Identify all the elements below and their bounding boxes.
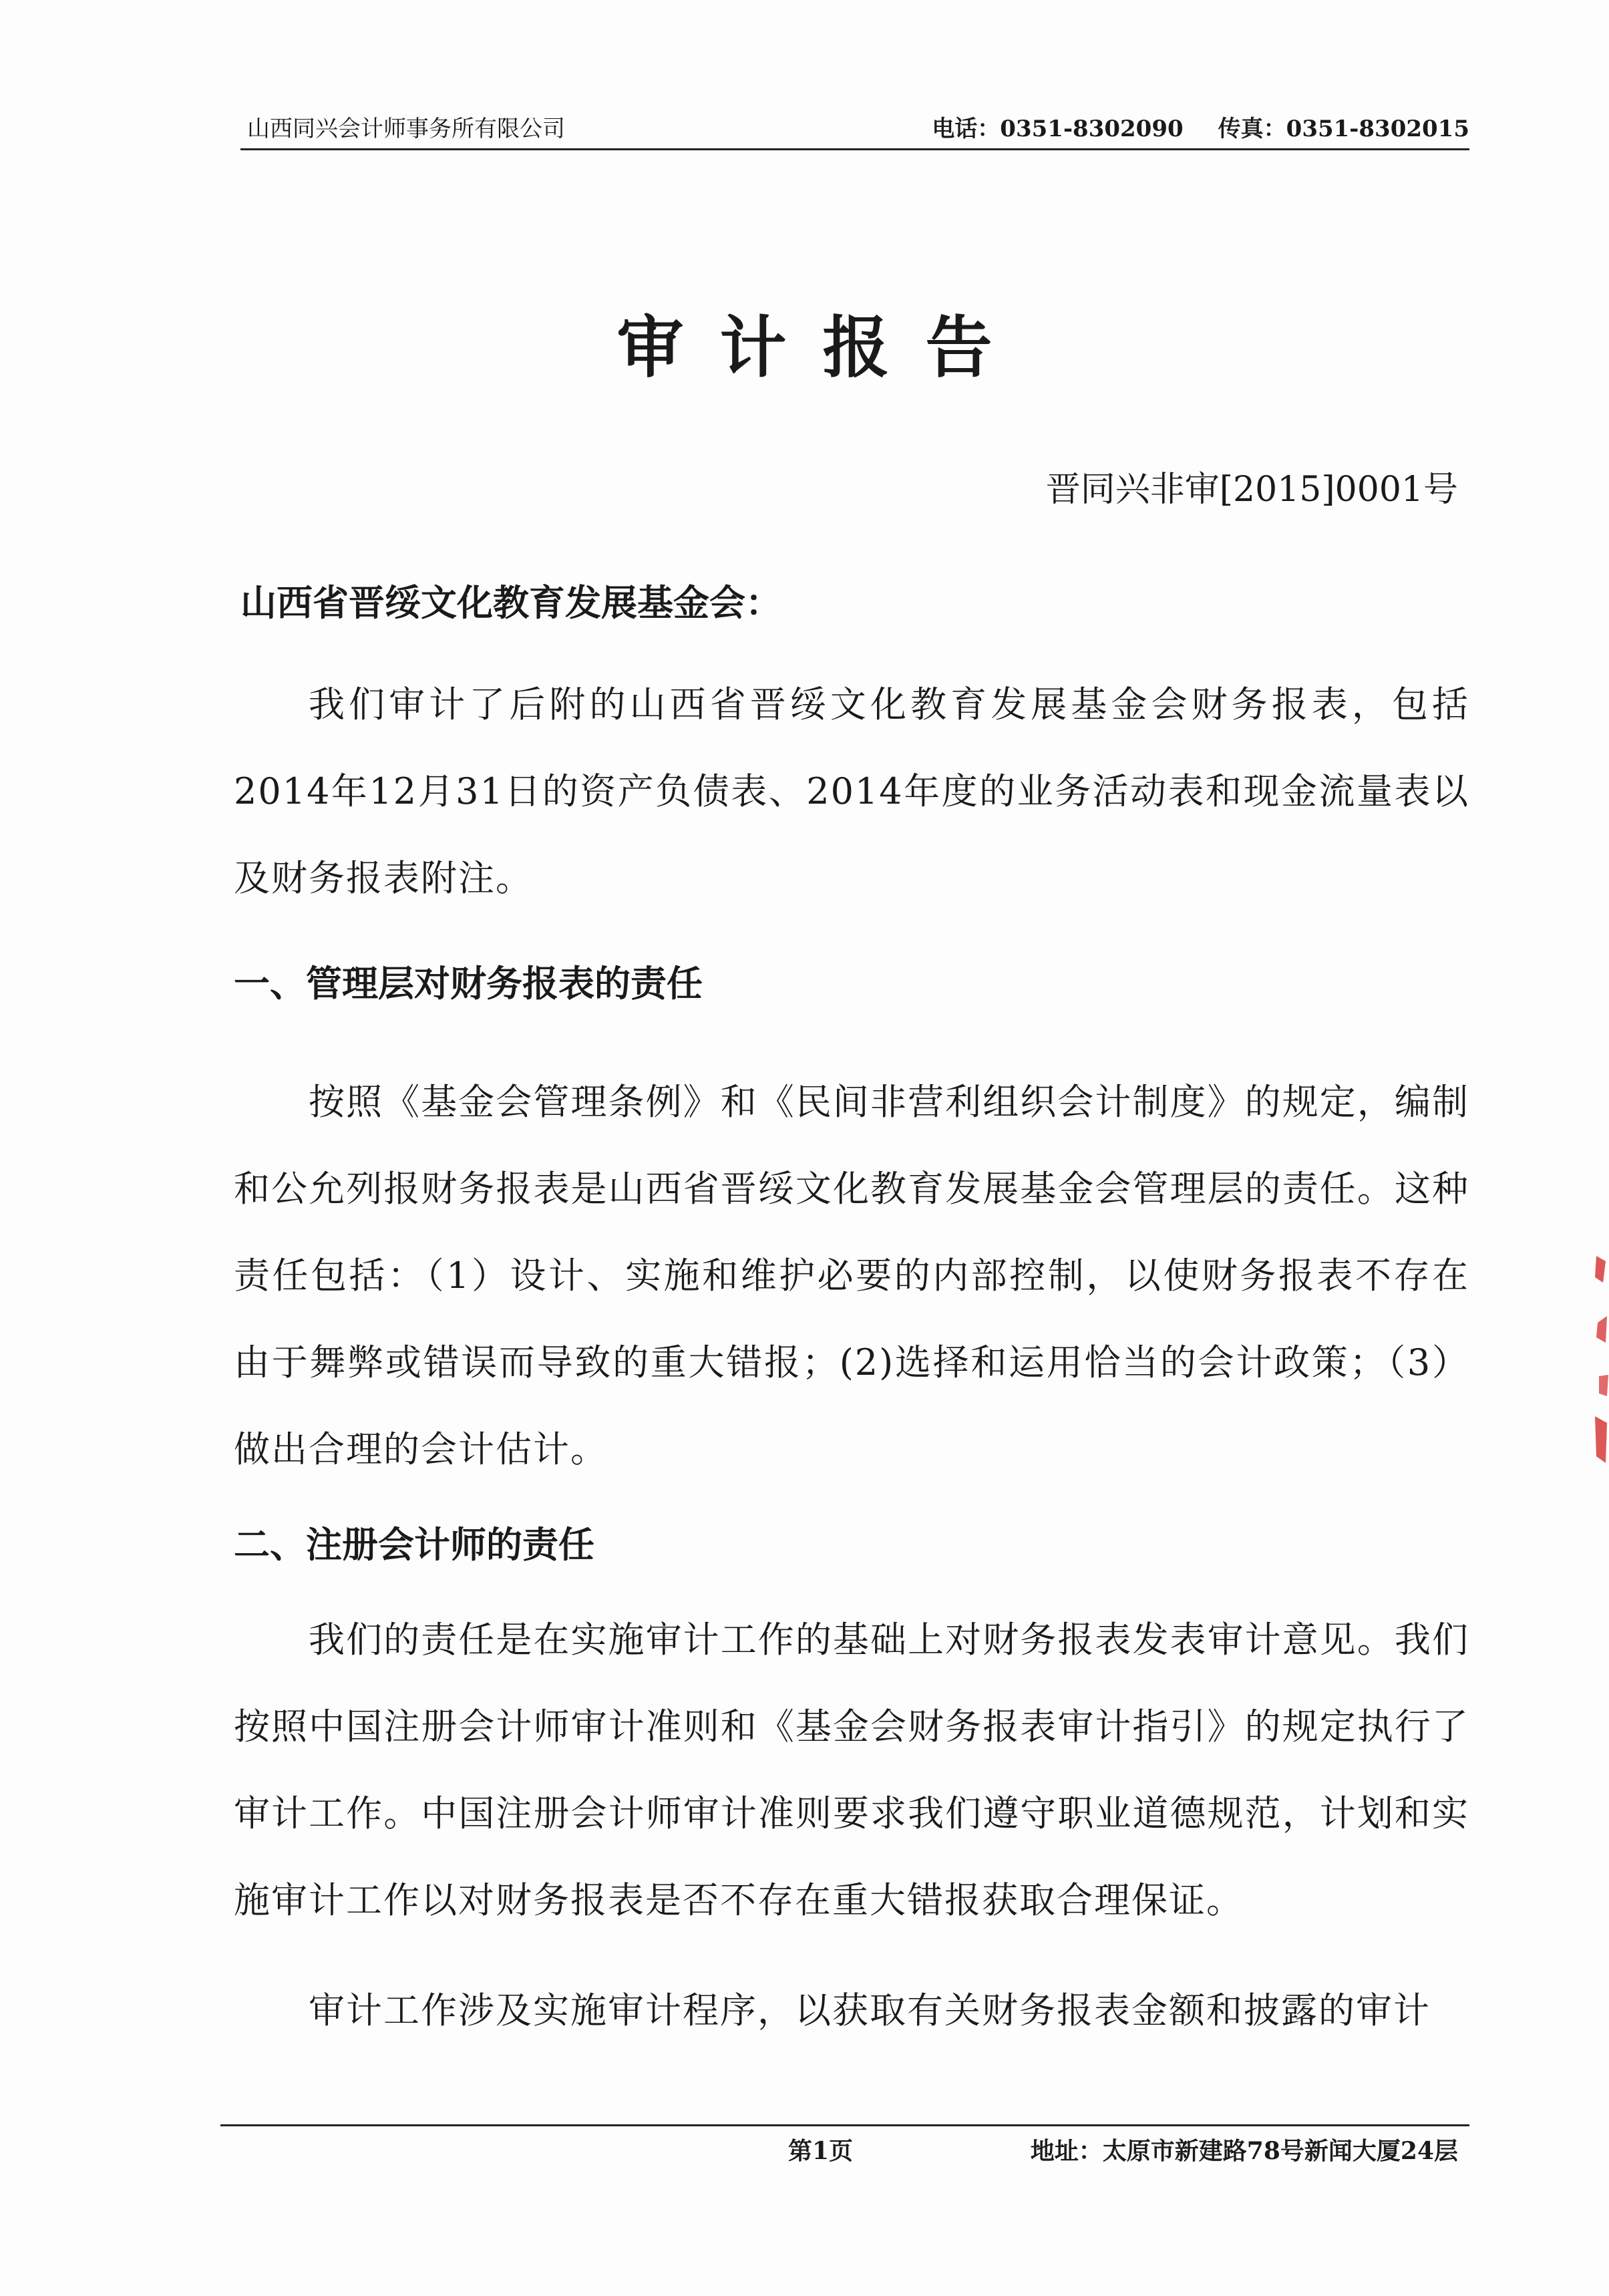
phone-number: 电话：0351-8302090 [932,116,1184,142]
addressee: 山西省晋绥文化教育发展基金会： [240,581,781,624]
contact-info [928,110,1469,143]
audit-procedure-paragraph: 审计工作涉及实施审计程序，以获取有关财务报表金额和披露的审计 [309,1989,1431,2031]
seal-stamp-edge [1576,1243,1609,1496]
page-header [240,107,1469,147]
auditor-responsibility-paragraph: 我们的责任是在实施审计工作的基础上对财务报表发表审计意见。我们按照中国注册会计师审计准则和《基金会财务报表审计指引》的规定执行了审计工作。中国注册会计师审计准则要求我们遵守职业道德规范，计划和实施审计工作以对财务报表是否不存在重大错报获取合理保证。 [234,1619,1469,1921]
section-heading-management: 一、管理层对财务报表的责任 [234,962,703,1005]
page-number: 第1页 [788,2137,854,2165]
intro-paragraph: 我们审计了后附的山西省晋绥文化教育发展基金会财务报表，包括2014年12月31日的资产负债表、2014年度的业务活动表和现金流量表以及财务报表附注。 [234,683,1469,899]
document-number: 晋同兴非审[2015]0001号 [1045,470,1458,510]
fax-number: 传真：0351-8302015 [1218,116,1469,142]
section-heading-auditor: 二、注册会计师的责任 [234,1523,594,1566]
header-rule [240,148,1469,150]
management-responsibility-paragraph: 按照《基金会管理条例》和《民间非营利组织会计制度》的规定，编制和公允列报财务报表是山西省晋绥文化教育发展基金会管理层的责任。这种责任包括：（1）设计、实施和维护必要的内部控制，以使财务报表不存在由于舞弊或错误而导致的重大错报；(2)选择和运用恰当的会计政策；（3）做出合理的会计估计。 [234,1081,1469,1470]
report-title: 审计报告 [616,309,1029,387]
firm-address: 地址：太原市新建路78号新闻大厦24层 [1030,2137,1458,2165]
firm-name: 山西同兴会计师事务所有限公司 [247,116,565,142]
footer-rule [220,2124,1469,2126]
